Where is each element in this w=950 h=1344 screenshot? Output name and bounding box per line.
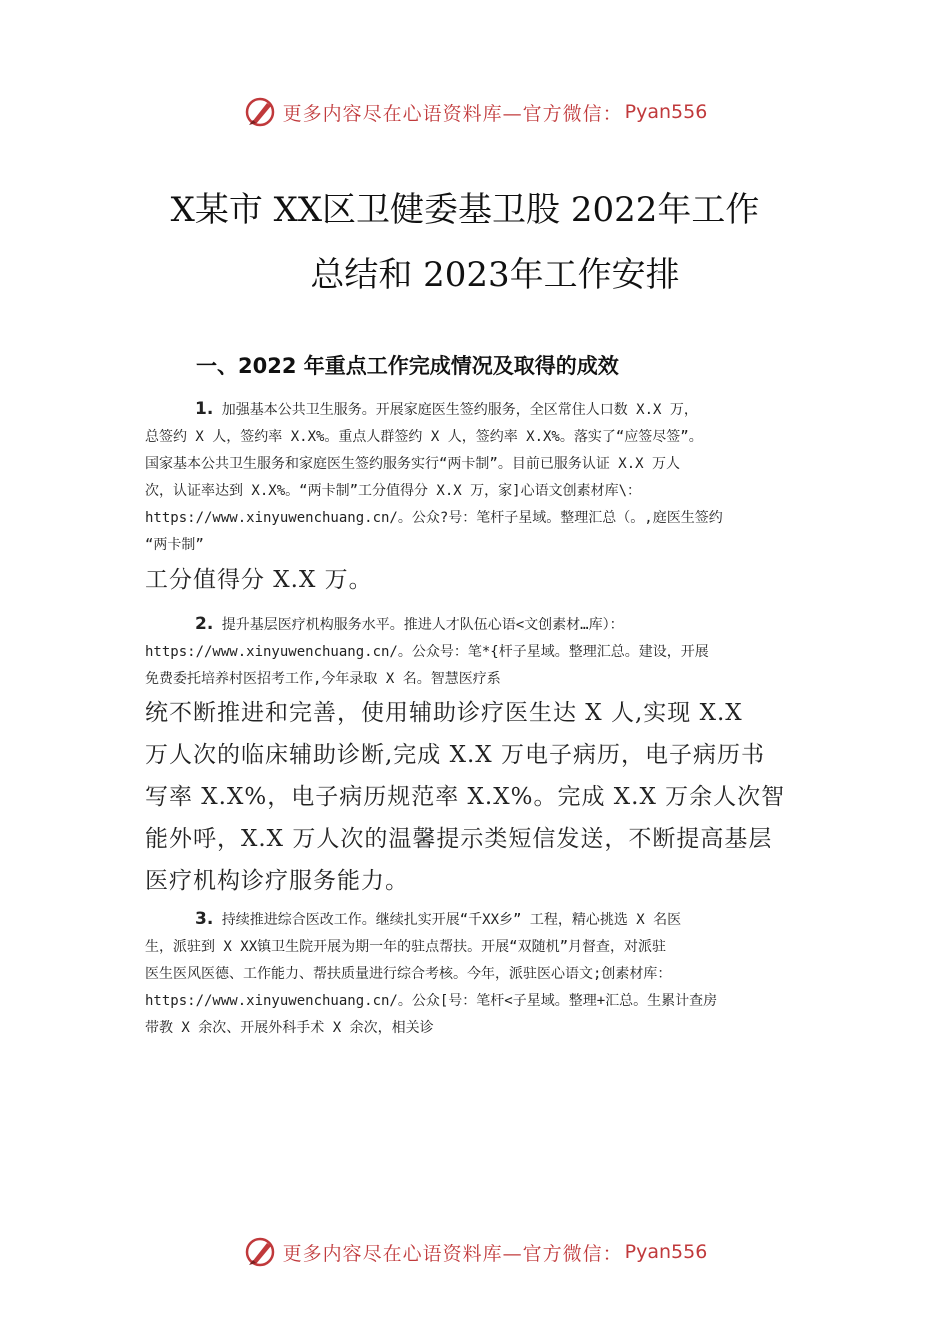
document-title-line2: 总结和 2023年工作安排: [310, 255, 680, 295]
paragraph-line: https://www.xinyuwenchuang.cn/。公众?号：笔杆子星域。整理汇总（。,庭医生签约: [145, 510, 723, 526]
banner-text: 更多内容尽在心语资料库—官方微信：: [282, 102, 623, 125]
pen-logo-icon: [243, 1235, 277, 1269]
item1-paragraph: [145, 396, 815, 559]
paragraph-line: 1. 加强基本公共卫生服务。开展家庭医生签约服务，全区常住人口数 X.X 万，: [195, 399, 698, 419]
paragraph-line: 免费委托培养村医招考工作,今年录取 X 名。智慧医疗系: [145, 671, 501, 687]
paragraph-line: https://www.xinyuwenchuang.cn/。公众[号：笔杆<子星域。整理+汇总。生累计查房: [145, 993, 718, 1009]
paragraph-line: 生，派驻到 X XX镇卫生院开展为期一年的驻点帮扶。开展“双随机”月督查，对派驻: [145, 939, 666, 955]
paragraph-line: https://www.xinyuwenchuang.cn/。公众号：笔*{杆子星域。整理汇总。建设，开展: [145, 644, 709, 660]
banner-wechat-id: Pyan556: [624, 1241, 708, 1263]
item2-paragraph: [145, 611, 815, 693]
item3-paragraph: [145, 906, 815, 1042]
paragraph-line: 次，认证率达到 X.X%。“两卡制”工分值得分 X.X 万，家]心语文创素材库\：: [145, 483, 642, 499]
item2-large-paragraph: [145, 692, 825, 902]
item-number: 1.: [195, 399, 214, 419]
paragraph-line: 医生医风医德、工作能力、帮扶质量进行综合考核。今年，派驻医心语文;创素材库：: [145, 966, 672, 982]
header-banner: [0, 92, 950, 132]
paragraph-line: 医疗机构诊疗服务能力。: [145, 868, 409, 894]
paragraph-line: “两卡制”: [145, 537, 204, 553]
item1-large-line: 工分值得分 X.X 万。: [145, 567, 373, 593]
pen-logo-icon: [243, 95, 277, 129]
paragraph-line: 带教 X 余次、开展外科手术 X 余次，相关诊: [145, 1020, 434, 1036]
paragraph-line: 统不断推进和完善，使用辅助诊疗医生达 X 人,实现 X.X: [145, 700, 743, 726]
item-number: 2.: [195, 614, 214, 634]
document-title-line1: X某市 XX区卫健委基卫股 2022年工作: [170, 190, 760, 230]
banner-text: 更多内容尽在心语资料库—官方微信：: [282, 1242, 623, 1265]
paragraph-line: 万人次的临床辅助诊断,完成 X.X 万电子病历，电子病历书: [145, 742, 765, 768]
item-number: 3.: [195, 909, 214, 929]
paragraph-line: 3. 持续推进综合医改工作。继续扎实开展“千XX乡” 工程，精心挑选 X 名医: [195, 909, 682, 929]
banner-wechat-id: Pyan556: [624, 101, 708, 123]
paragraph-line: 总签约 X 人，签约率 X.X%。重点人群签约 X 人，签约率 X.X%。落实了“应签尽签”。: [145, 429, 703, 445]
paragraph-line: 2. 提升基层医疗机构服务水平。推进人才队伍心语<文创素材…库）：: [195, 614, 624, 634]
footer-banner: [0, 1232, 950, 1272]
paragraph-line: 国家基本公共卫生服务和家庭医生签约服务实行“两卡制”。目前已服务认证 X.X 万人: [145, 456, 680, 472]
paragraph-line: 写率 X.X%，电子病历规范率 X.X%。完成 X.X 万余人次智: [145, 784, 786, 810]
section-heading: 一、2022 年重点工作完成情况及取得的成效: [196, 354, 619, 378]
paragraph-line: 能外呼，X.X 万人次的温馨提示类短信发送，不断提高基层: [145, 826, 773, 852]
